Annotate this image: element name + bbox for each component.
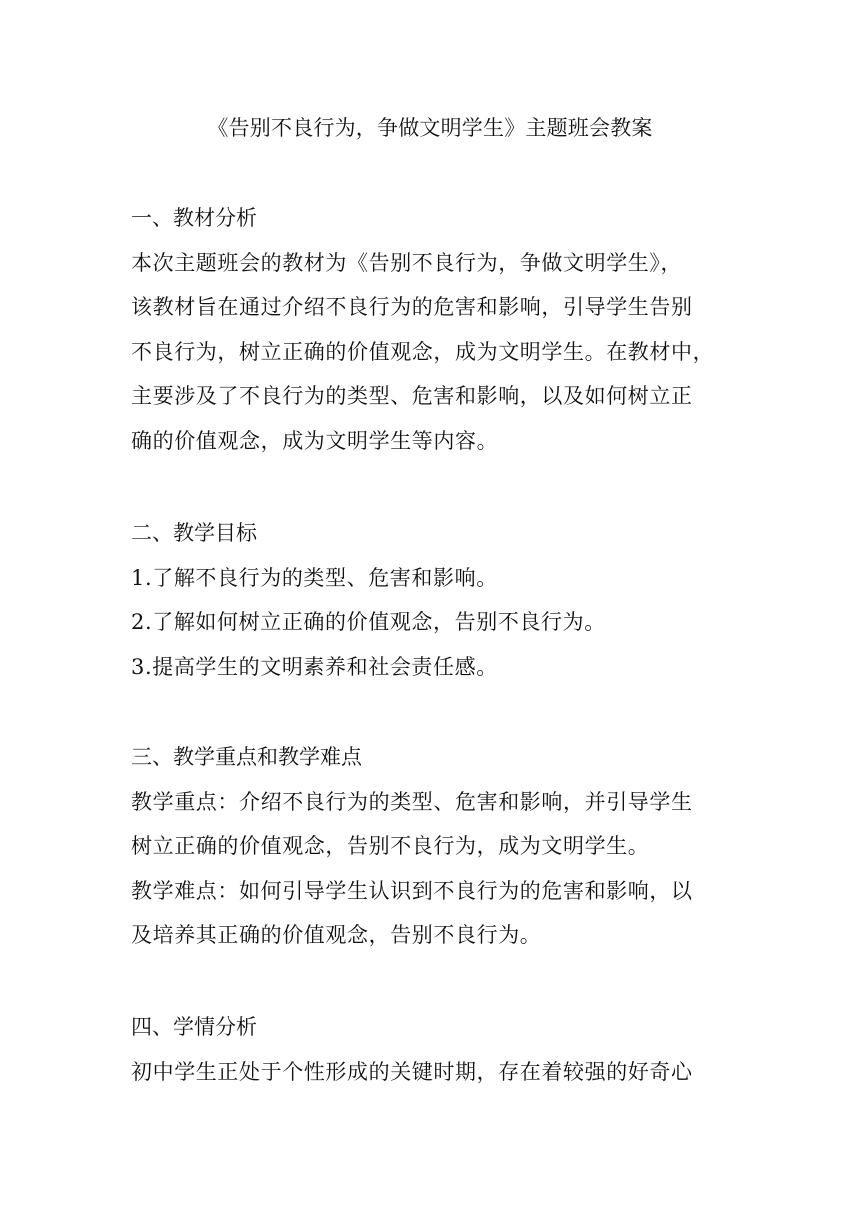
section-key-and-difficult-points: [131, 735, 731, 958]
paragraph-line: 主要涉及了不良行为的类型、危害和影响，以及如何树立正: [131, 384, 693, 409]
paragraph-line: 树立正确的价值观念，告别不良行为，成为文明学生。: [131, 834, 650, 859]
section-heading: 二、教学目标: [131, 521, 257, 545]
section-heading: 一、教材分析: [131, 206, 257, 230]
list-item: 1.了解不良行为的类型、危害和影响。: [131, 565, 498, 590]
list-item: 3.提高学生的文明素养和社会责任感。: [131, 654, 498, 679]
paragraph-line: 初中学生正处于个性形成的关键时期，存在着较强的好奇心: [131, 1059, 693, 1084]
list-item: 2.了解如何树立正确的价值观念，告别不良行为。: [131, 610, 606, 635]
section-heading: 四、学情分析: [131, 1015, 257, 1039]
document-title: 《告别不良行为，争做文明学生》主题班会教案: [207, 116, 653, 140]
paragraph-line: 教学难点：如何引导学生认识到不良行为的危害和影响，以: [131, 878, 693, 903]
paragraph-line: 教学重点：介绍不良行为的类型、危害和影响，并引导学生: [131, 789, 693, 814]
paragraph-line: 该教材旨在通过介绍不良行为的危害和影响，引导学生告别: [131, 295, 693, 320]
section-teaching-goals: [131, 511, 731, 689]
paragraph-line: 确的价值观念，成为文明学生等内容。: [131, 428, 499, 453]
section-heading: 三、教学重点和教学难点: [131, 745, 362, 769]
paragraph-line: 及培养其正确的价值观念，告别不良行为。: [131, 923, 542, 948]
section-learner-analysis: [131, 1005, 731, 1094]
paragraph-line: 不良行为，树立正确的价值观念，成为文明学生。在教材中，: [131, 339, 715, 364]
section-textbook-analysis: [131, 196, 731, 464]
paragraph-line: 本次主题班会的教材为《告别不良行为，争做文明学生》，: [131, 250, 683, 275]
